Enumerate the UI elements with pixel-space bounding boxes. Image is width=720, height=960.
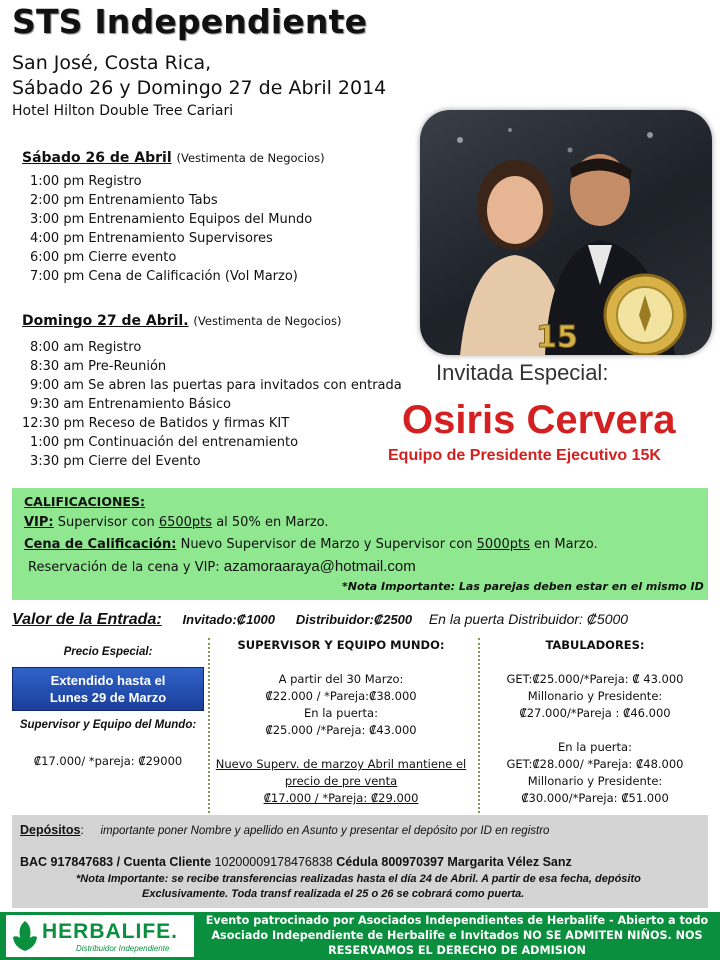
bank-account-number: 10200009178476838 <box>214 855 333 869</box>
svg-text:15: 15 <box>536 320 578 355</box>
footer-text: Evento patrocinado por Asociados Independientes de Herbalife - Abierto a todo Asociado Independiente de Herbalife e Invitados NO SE ADMITEN NIÑOS. NOS RESERVAMOS EL DERECHO DE ADMISION <box>205 914 709 957</box>
deposits-colon: : <box>80 823 84 837</box>
special-price-value: ₡17.000/ *pareja: ₡29000 <box>33 754 183 768</box>
deposits-note-2: Exclusivamente. Toda transf realizada el 25 o 26 se cobrará como puerta. <box>142 888 525 900</box>
schedule-item: 1:00 pm Registro <box>30 174 142 189</box>
guest-name: Osiris Cervera <box>402 398 676 442</box>
dinner-points: 5000pts <box>476 537 530 552</box>
tabulators-line: Millonario y Presidente: <box>527 689 663 703</box>
tabulators-heading: TABULADORES: <box>545 638 645 652</box>
tabulators-line: GET:₡28.000/ *Pareja: ₡48.000 <box>506 757 684 771</box>
vip-points: 6500pts <box>158 515 213 530</box>
brand-name: HERBALIFE. <box>42 920 178 943</box>
reservation-line <box>28 558 416 575</box>
saturday-schedule <box>30 172 312 286</box>
saturday-dress-code: (Vestimenta de Negocios) <box>176 151 325 165</box>
deposits-note-1: *Nota Importante: se recibe transferencias realizadas hasta el día 24 de Abril. A partir de esa fecha, depósito <box>76 873 641 885</box>
supervisor-line: ₡25.000 /*Pareja: ₡43.000 <box>265 723 417 737</box>
entry-prices <box>12 611 628 629</box>
entry-door: En la puerta Distribuidor: ₡5000 <box>428 611 629 627</box>
schedule-item: 9:00 am Se abren las puertas para invitados con entrada <box>30 378 402 393</box>
entry-label: Valor de la Entrada: <box>12 611 162 628</box>
guest-team: Equipo de Presidente Ejecutivo 15K <box>388 447 661 464</box>
deposits-instruction-line <box>20 823 549 837</box>
supervisor-column <box>210 637 472 807</box>
supervisor-line: ₡22.000 / *Pareja:₡38.000 <box>265 689 417 703</box>
tabulators-column <box>482 637 708 807</box>
saturday-title: Sábado 26 de Abril <box>22 150 172 166</box>
supervisor-heading: SUPERVISOR Y EQUIPO MUNDO: <box>237 638 445 652</box>
bank-line <box>20 855 572 869</box>
reservation-text: Reservación de la cena y VIP: <box>28 560 220 575</box>
fifteen-pin-icon <box>532 315 592 355</box>
gold-medal-icon <box>600 270 690 355</box>
schedule-item: 1:00 pm Continuación del entrenamiento <box>30 435 299 450</box>
vip-text-2: al 50% en Marzo. <box>216 515 329 530</box>
deposits-instruction: importante poner Nombre y apellido en Asunto y presentar el depósito por ID en registro <box>100 825 550 837</box>
tabulators-line: Millonario y Presidente: <box>527 774 663 788</box>
extended-banner <box>12 667 204 711</box>
dinner-line <box>24 537 598 552</box>
supervisor-line: En la puerta: <box>304 706 378 720</box>
tabulators-line: ₡27.000/*Pareja : ₡46.000 <box>519 706 671 720</box>
deposits-box <box>12 815 708 908</box>
invited-label: Invitada Especial: <box>436 360 609 385</box>
brand-tagline: Distribuidor Independiente <box>76 944 170 953</box>
vip-label: VIP: <box>24 515 54 530</box>
special-price-heading: Precio Especial: <box>63 646 153 658</box>
sunday-dress-code: (Vestimenta de Negocios) <box>193 314 342 328</box>
supervisor-line: Nuevo Superv. de marzoy Abril mantiene el <box>215 757 467 771</box>
sunday-title: Domingo 27 de Abril. <box>22 313 189 329</box>
schedule-item: 2:00 pm Entrenamiento Tabs <box>30 193 218 208</box>
banner-line-2: Lunes 29 de Marzo <box>49 690 167 705</box>
sunday-schedule <box>22 338 402 471</box>
reservation-email[interactable]: azamoraaraya@hotmail.com <box>223 558 416 575</box>
schedule-item: 12:30 pm Receso de Batidos y firmas KIT <box>22 416 290 431</box>
deposits-label: Depósitos <box>20 823 81 837</box>
page-title: STS Independiente <box>12 2 368 41</box>
schedule-item: 8:30 am Pre-Reunión <box>30 359 167 374</box>
event-location: San José, Costa Rica, <box>12 52 212 74</box>
supervisor-line: precio de pre venta <box>284 774 398 788</box>
supervisor-line: ₡17.000 / *Pareja: ₡29.000 <box>263 791 419 805</box>
supervisor-line: A partir del 30 Marzo: <box>278 672 404 686</box>
vip-line <box>24 515 329 530</box>
tabulators-line: ₡30.000/*Pareja: ₡51.000 <box>521 791 669 805</box>
schedule-item: 7:00 pm Cena de Calificación (Vol Marzo) <box>30 269 298 284</box>
herbalife-logo <box>6 915 194 957</box>
footer <box>0 912 720 960</box>
dinner-text-2: en Marzo. <box>534 537 598 552</box>
dinner-label: Cena de Calificación: <box>24 537 177 552</box>
schedule-item: 3:30 pm Cierre del Evento <box>30 454 201 469</box>
sunday-heading <box>22 313 342 329</box>
schedule-item: 8:00 am Registro <box>30 340 142 355</box>
schedule-item: 9:30 am Entrenamiento Básico <box>30 397 231 412</box>
qualifications-heading: CALIFICACIONES: <box>24 494 145 509</box>
qualifications-box <box>12 488 708 600</box>
leaf-icon <box>10 919 40 953</box>
bank-account-label: BAC 917847683 / Cuenta Cliente <box>20 855 212 869</box>
entry-invitado: Invitado:₡1000 <box>182 612 275 627</box>
tabulators-line: GET:₡25.000/*Pareja: ₡ 43.000 <box>506 672 684 686</box>
event-dates: Sábado 26 y Domingo 27 de Abril 2014 <box>12 77 387 99</box>
saturday-heading <box>22 150 325 166</box>
guest-photo <box>420 110 712 355</box>
tabulators-line: En la puerta: <box>558 740 632 754</box>
schedule-item: 4:00 pm Entrenamiento Supervisores <box>30 231 273 246</box>
special-price-subheading: Supervisor y Equipo del Mundo: <box>19 719 197 731</box>
vip-text-1: Supervisor con <box>57 515 155 530</box>
dinner-text-1: Nuevo Supervisor de Marzo y Supervisor con <box>180 537 473 552</box>
entry-distribuidor: Distribuidor:₡2500 <box>295 612 413 627</box>
banner-line-1: Extendido hasta el <box>50 673 166 688</box>
schedule-item: 6:00 pm Cierre evento <box>30 250 177 265</box>
schedule-item: 3:00 pm Entrenamiento Equipos del Mundo <box>30 212 313 227</box>
bank-cedula: Cédula 800970397 Margarita Vélez Sanz <box>336 855 572 869</box>
column-divider <box>478 638 480 813</box>
event-venue: Hotel Hilton Double Tree Cariari <box>12 103 234 119</box>
couples-note: *Nota Importante: Las parejas deben estar en el mismo ID <box>342 580 704 593</box>
